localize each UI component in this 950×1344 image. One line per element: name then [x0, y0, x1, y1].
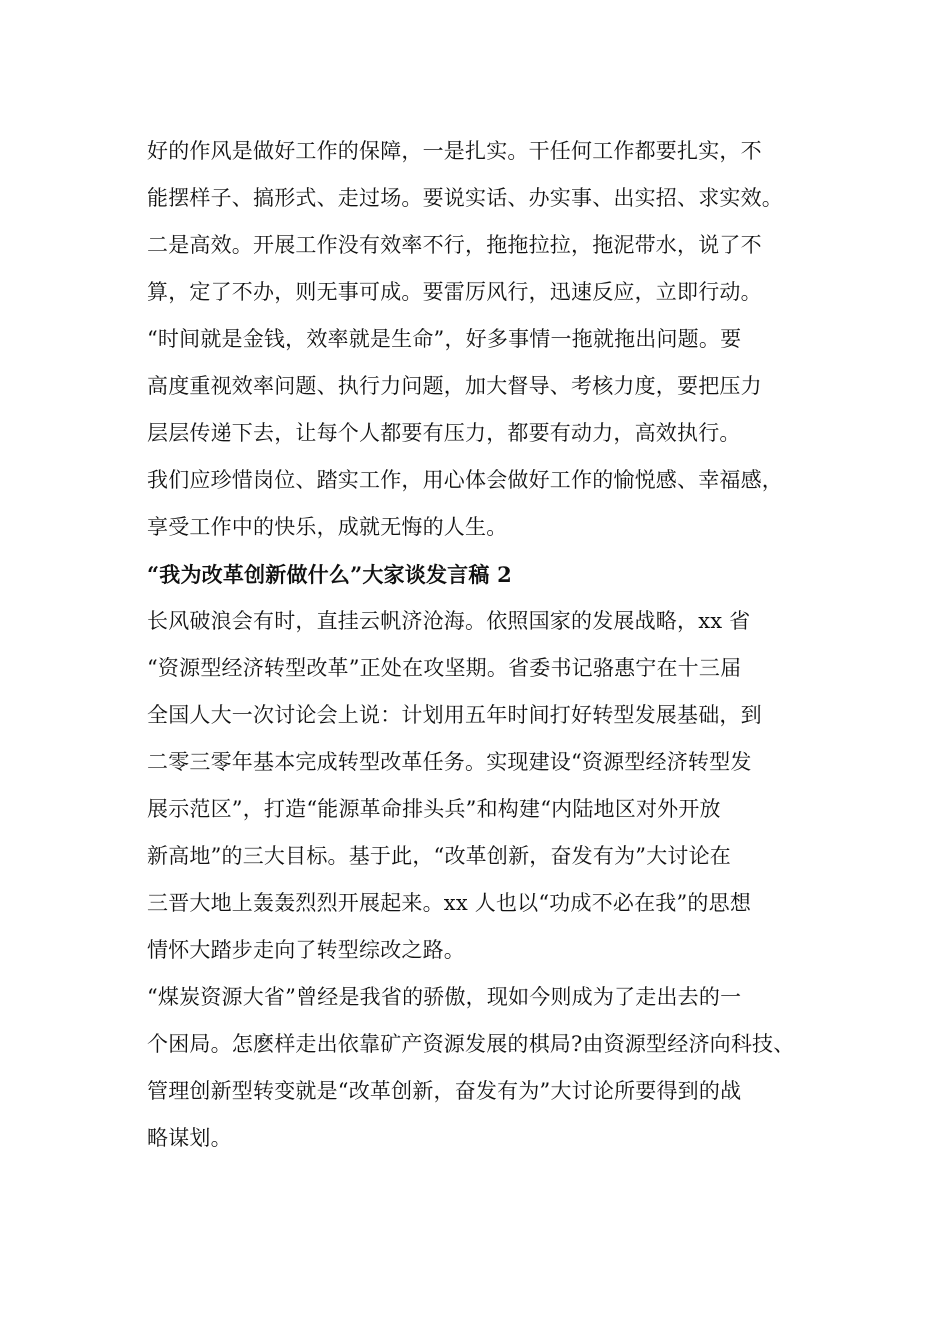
text-line: 层层传递下去，让每个人都要有压力，都要有动力，高效执行。	[147, 421, 741, 445]
text-line: 管理创新型转变就是“改革创新，奋发有为”大讨论所要得到的战	[147, 1079, 742, 1103]
text-line: 高度重视效率问题、执行力问题，加大督导、考核力度，要把压力	[147, 374, 762, 398]
text-line: 二零三零年基本完成转型改革任务。实现建设“资源型经济转型发	[147, 750, 752, 774]
text-line: 二是高效。开展工作没有效率不行，拖拖拉拉，拖泥带水，说了不	[147, 233, 762, 257]
text-line: “资源型经济转型改革”正处在攻坚期。省委书记骆惠宁在十三届	[147, 656, 742, 680]
section-heading: “我为改革创新做什么”大家谈发言稿 2	[147, 562, 512, 587]
text-line: 算，定了不办，则无事可成。要雷厉风行，迅速反应，立即行动。	[147, 280, 762, 304]
text-line: 个困局。怎麽样走出依靠矿产资源发展的棋局?由资源型经济向科技、	[147, 1032, 795, 1056]
text-line: 展示范区”，打造“能源革命排头兵”和构建“内陆地区对外开放	[147, 797, 721, 821]
text-line: “时间就是金钱，效率就是生命”，好多事情一拖就拖出问题。要	[147, 327, 742, 351]
text-line: 好的作风是做好工作的保障，一是扎实。干任何工作都要扎实，不	[147, 139, 762, 163]
text-line: “煤炭资源大省”曾经是我省的骄傲，现如今则成为了走出去的一	[147, 985, 742, 1009]
text-line: 新高地”的三大目标。基于此，“改革创新，奋发有为”大讨论在	[147, 844, 732, 868]
text-line: 能摆样子、搞形式、走过场。要说实话、办实事、出实招、求实效。	[147, 186, 783, 210]
text-line: 享受工作中的快乐，成就无悔的人生。	[147, 515, 508, 539]
document-body	[147, 128, 827, 1162]
text-line: 三晋大地上轰轰烈烈开展起来。xx 人也以“功成不必在我”的思想	[147, 891, 752, 915]
text-line: 长风破浪会有时，直挂云帆济沧海。依照国家的发展战略，xx 省	[147, 609, 751, 633]
text-line: 我们应珍惜岗位、踏实工作，用心体会做好工作的愉悦感、幸福感，	[147, 468, 783, 492]
text-line: 情怀大踏步走向了转型综改之路。	[147, 938, 465, 962]
text-line: 全国人大一次讨论会上说：计划用五年时间打好转型发展基础，到	[147, 703, 762, 727]
text-line: 略谋划。	[147, 1126, 232, 1150]
